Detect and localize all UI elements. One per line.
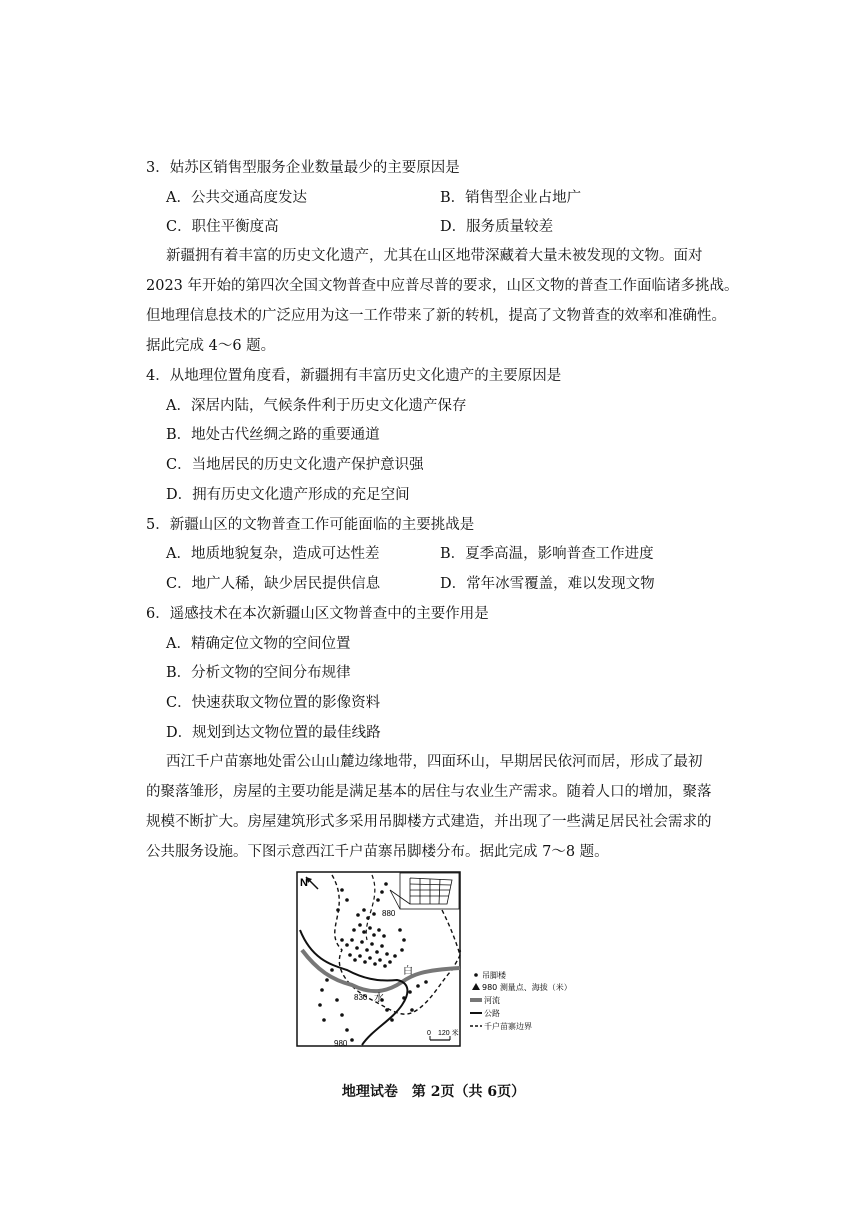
page-footer: 地理试卷 第 2页（共 6页）	[341, 1084, 526, 1100]
q6-stem: 6．遥感技术在本次新疆山区文物普查中的主要作用是	[146, 606, 489, 622]
q6-option-c: C．快速获取文物位置的影像资料	[166, 695, 381, 711]
q5-option-b: B．夏季高温，影响普查工作进度	[440, 546, 654, 562]
legend-houses: 吊脚楼	[482, 971, 506, 980]
q6-option-b: B．分析文物的空间分布规律	[166, 665, 351, 681]
passage2-line1: 西江千户苗寨地处雷公山山麓边缘地带，四面环山，早期居民依河而居，形成了最初	[166, 754, 703, 770]
q3-option-a: A．公共交通高度发达	[166, 190, 307, 206]
passage2-line2: 的聚落雏形，房屋的主要功能是满足基本的居住与农业生产需求。随着人口的增加，聚落	[146, 784, 712, 800]
q5-option-d: D．常年冰雪覆盖，难以发现文物	[440, 576, 655, 592]
q4-option-b: B．地处古代丝绸之路的重要通道	[166, 427, 380, 443]
q4-option-d: D．拥有历史文化遗产形成的充足空间	[166, 487, 410, 503]
river-name-bai: 白	[403, 966, 413, 977]
elevation-980: 980	[334, 1039, 348, 1048]
q4-stem: 4．从地理位置角度看，新疆拥有丰富历史文化遗产的主要原因是	[146, 368, 562, 384]
passage1-line2: 2023 年开始的第四次全国文物普查中应普尽普的要求，山区文物的普查工作面临诸多挑战。	[146, 278, 739, 294]
q3-option-c: C．职住平衡度高	[166, 219, 279, 235]
passage2-line4: 公共服务设施。下图示意西江千户苗寨吊脚楼分布。据此完成 7～8 题。	[146, 844, 609, 860]
q4-option-c: C．当地居民的历史文化遗产保护意识强	[166, 457, 424, 473]
q3-stem: 3．姑苏区销售型服务企业数量最少的主要原因是	[146, 160, 460, 176]
map-legend	[470, 970, 572, 1031]
miao-village-map	[292, 870, 582, 1050]
inset-grid	[390, 873, 459, 909]
q3-option-b: B．销售型企业占地广	[440, 190, 582, 206]
passage1-line1: 新疆拥有着丰富的历史文化遗产，尤其在山区地带深藏着大量未被发现的文物。面对	[166, 248, 703, 264]
passage1-line3: 但地理信息技术的广泛应用为这一工作带来了新的转机，提高了文物普查的效率和准确性。	[146, 308, 726, 324]
river-name-shui: 水	[374, 993, 384, 1004]
q4-option-a: A．深居内陆，气候条件利于历史文化遗产保存	[166, 398, 467, 414]
house-dots	[318, 882, 428, 1042]
north-label: N	[300, 877, 308, 889]
legend-boundary: 千户苗寨边界	[484, 1022, 532, 1031]
elevation-830: 830	[354, 993, 368, 1002]
q5-option-a: A．地质地貌复杂，造成可达性差	[166, 546, 380, 562]
q6-option-a: A．精确定位文物的空间位置	[166, 636, 351, 652]
legend-river: 河流	[484, 996, 500, 1005]
q6-option-d: D．规划到达文物位置的最佳线路	[166, 725, 381, 741]
river-line	[302, 950, 460, 991]
svg-text:0: 0	[427, 1030, 431, 1037]
q5-option-c: C．地广人稀，缺少居民提供信息	[166, 576, 381, 592]
passage1-line4: 据此完成 4～6 题。	[146, 338, 276, 354]
passage2-line3: 规模不断扩大。房屋建筑形式多采用吊脚楼方式建造，并出现了一些满足居民社会需求的	[146, 814, 712, 830]
scale-label: 120 米	[438, 1030, 459, 1037]
legend-point: 980 测量点、海拔（米）	[482, 983, 572, 992]
q5-stem: 5．新疆山区的文物普查工作可能面临的主要挑战是	[146, 517, 475, 533]
legend-road: 公路	[484, 1009, 500, 1018]
q3-option-d: D．服务质量较差	[440, 219, 554, 235]
elevation-880: 880	[382, 909, 396, 918]
